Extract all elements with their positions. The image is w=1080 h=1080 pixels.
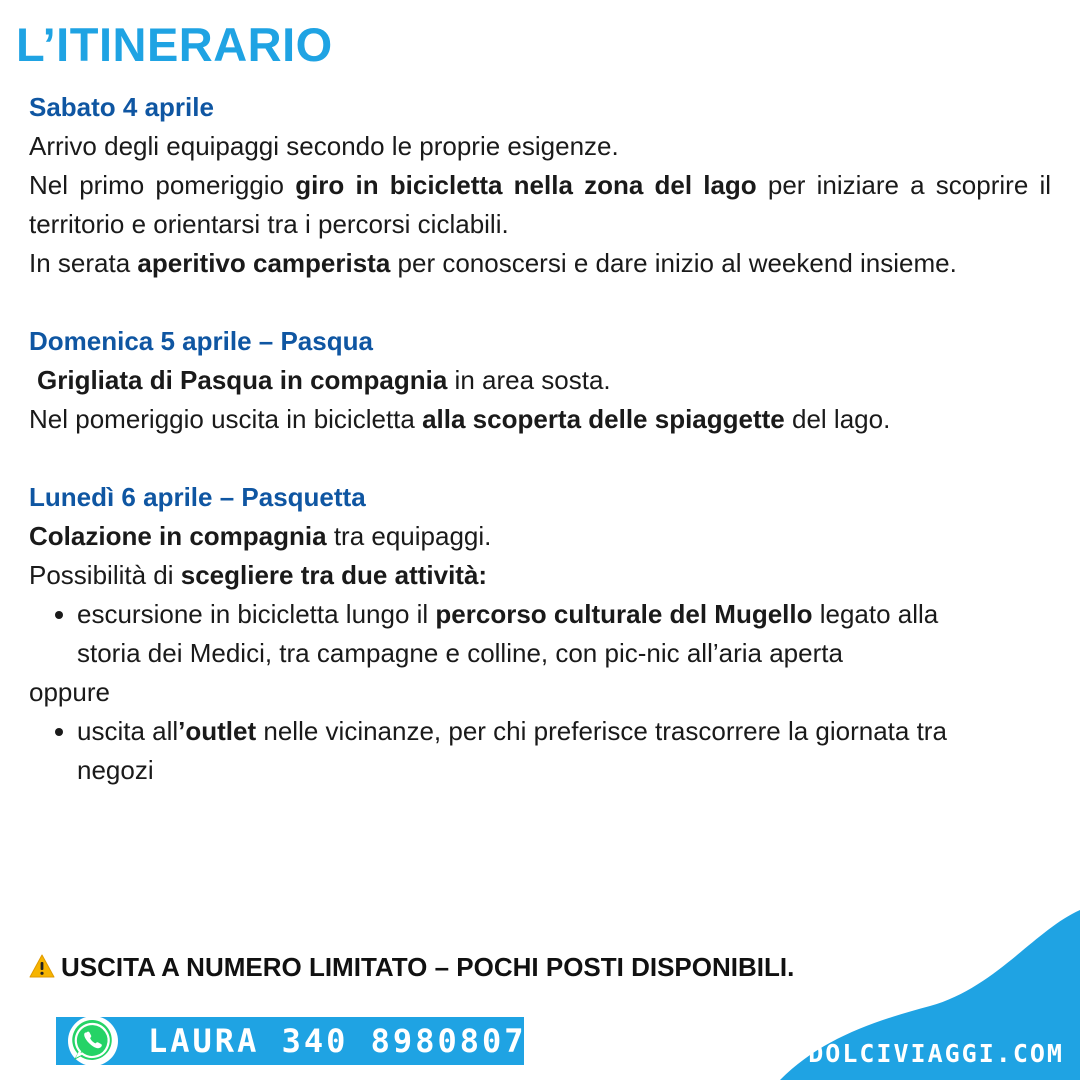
highlight-text: ’outlet — [178, 716, 257, 746]
highlight-text: Grigliata di Pasqua in compagnia — [37, 365, 448, 395]
day-heading: Domenica 5 aprile – Pasqua — [29, 326, 373, 356]
day-heading: Sabato 4 aprile — [29, 92, 214, 122]
highlight-text: aperitivo camperista — [137, 248, 391, 278]
warning-icon — [29, 950, 55, 988]
itinerary-content — [29, 88, 1051, 790]
paragraph: Nel pomeriggio uscita in bicicletta alla scoperta delle spiaggette del lago. — [29, 404, 891, 434]
list-item: uscita all’outlet nelle vicinanze, per chi preferisce trascorrere la giornata tra negozi — [77, 712, 967, 790]
warning-text: USCITA A NUMERO LIMITATO – POCHI POSTI DISPONIBILI. — [61, 952, 795, 982]
activity-list — [29, 595, 1051, 673]
highlight-text: alla scoperta delle spiaggette — [422, 404, 785, 434]
activity-list — [29, 712, 1051, 790]
contact-label[interactable]: LAURA 340 8980807 — [148, 1022, 527, 1060]
day-section-sunday — [29, 322, 1051, 439]
paragraph: Arrivo degli equipaggi secondo le proprie esigenze. — [29, 131, 619, 161]
paragraph: In serata aperitivo camperista per conoscersi e dare inizio al weekend insieme. — [29, 248, 957, 278]
paragraph: Nel primo pomeriggio giro in bicicletta nella zona del lago per iniziare a scoprire il territorio e orientarsi tra i percorsi ciclabili. — [29, 170, 1052, 239]
paragraph: Colazione in compagnia tra equipaggi. — [29, 521, 492, 551]
highlight-text: percorso culturale del Mugello — [435, 599, 813, 629]
paragraph: Possibilità di scegliere tra due attività: — [29, 560, 488, 590]
paragraph: oppure — [29, 677, 110, 707]
highlight-text: scegliere tra due attività: — [180, 560, 488, 590]
day-section-monday — [29, 478, 1051, 790]
list-item: escursione in bicicletta lungo il percorso culturale del Mugello legato alla storia dei Medici, tra campagne e colline, con pic-nic all’aria aperta — [77, 595, 967, 673]
highlight-text: Colazione in compagnia — [29, 521, 327, 551]
paragraph: Grigliata di Pasqua in compagnia in area sosta. — [37, 365, 611, 395]
page-title: L’ITINERARIO — [16, 18, 333, 71]
whatsapp-icon[interactable] — [66, 1014, 120, 1068]
highlight-text: giro in bicicletta nella zona del lago — [295, 170, 757, 200]
day-heading: Lunedì 6 aprile – Pasquetta — [29, 482, 366, 512]
warning-banner — [29, 948, 794, 988]
website-link[interactable]: DOLCIVIAGGI.COM — [808, 1039, 1064, 1068]
day-section-saturday — [29, 88, 1051, 283]
